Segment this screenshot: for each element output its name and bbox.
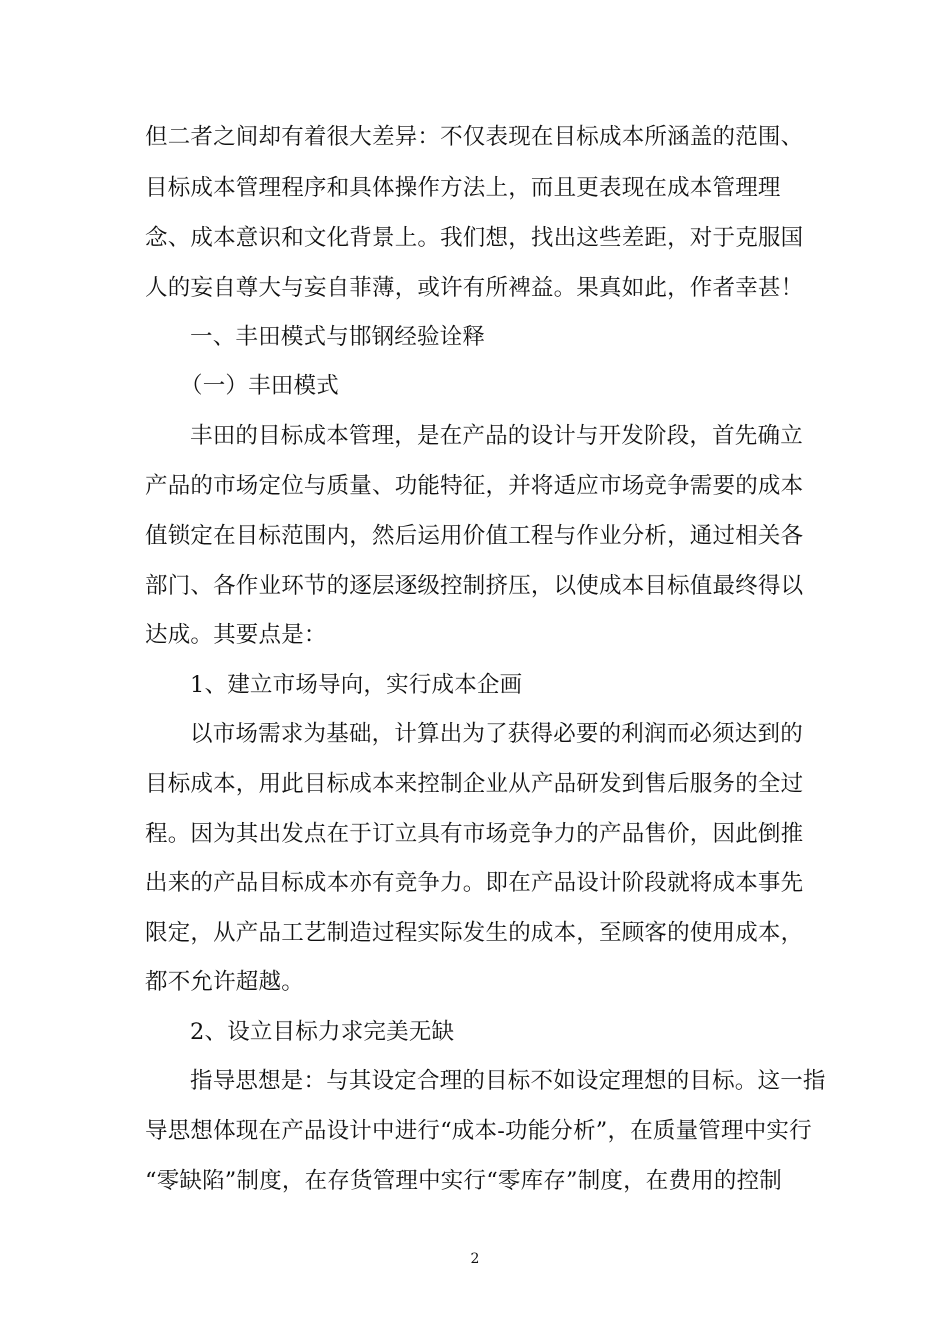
paragraph-line: 目标成本，用此目标成本来控制企业从产品研发到售后服务的全过 xyxy=(145,771,804,797)
paragraph-line: 指导思想是：与其设定合理的目标不如设定理想的目标。这一指 xyxy=(190,1068,826,1094)
text-line: 念、成本意识和文化背景上。我们想，找出这些差距，对于克服国 xyxy=(145,225,804,251)
text-line: 但二者之间却有着很大差异：不仅表现在目标成本所涵盖的范围、 xyxy=(145,124,804,150)
page-number: 2 xyxy=(470,1251,480,1267)
paragraph-line: 限定，从产品工艺制造过程实际发生的成本，至顾客的使用成本， xyxy=(145,920,804,946)
paragraph-line: “零缺陷”制度，在存货管理中实行“零库存”制度，在费用的控制 xyxy=(145,1168,783,1194)
paragraph-line: 都不允许超越。 xyxy=(145,969,304,995)
paragraph-line: 程。因为其出发点在于订立具有市场竞争力的产品售价，因此倒推 xyxy=(145,821,804,847)
paragraph-line: 丰田的目标成本管理，是在产品的设计与开发阶段，首先确立 xyxy=(190,423,803,449)
paragraph-line: 产品的市场定位与质量、功能特征，并将适应市场竞争需要的成本 xyxy=(145,473,804,499)
paragraph-line: 部门、各作业环节的逐层逐级控制挤压，以使成本目标值最终得以 xyxy=(145,573,804,599)
point-heading: 2、设立目标力求完美无缺 xyxy=(190,1019,455,1045)
section-heading: 一、丰田模式与邯钢经验诠释 xyxy=(190,324,486,350)
paragraph-line: 导思想体现在产品设计中进行“成本-功能分析”，在质量管理中实行 xyxy=(145,1118,812,1144)
paragraph-line: 以市场需求为基础，计算出为了获得必要的利润而必须达到的 xyxy=(190,721,803,747)
paragraph-line: 达成。其要点是： xyxy=(145,622,327,648)
paragraph-line: 值锁定在目标范围内，然后运用价值工程与作业分析，通过相关各 xyxy=(145,523,804,549)
paragraph-line: 出来的产品目标成本亦有竞争力。即在产品设计阶段就将成本事先 xyxy=(145,870,804,896)
subsection-heading: （一）丰田模式 xyxy=(180,373,339,399)
text-line: 人的妄自尊大与妄自菲薄，或许有所裨益。果真如此，作者幸甚！ xyxy=(145,275,804,301)
point-heading: 1、建立市场导向，实行成本企画 xyxy=(190,672,523,698)
text-line: 目标成本管理程序和具体操作方法上，而且更表现在成本管理理 xyxy=(145,175,781,201)
